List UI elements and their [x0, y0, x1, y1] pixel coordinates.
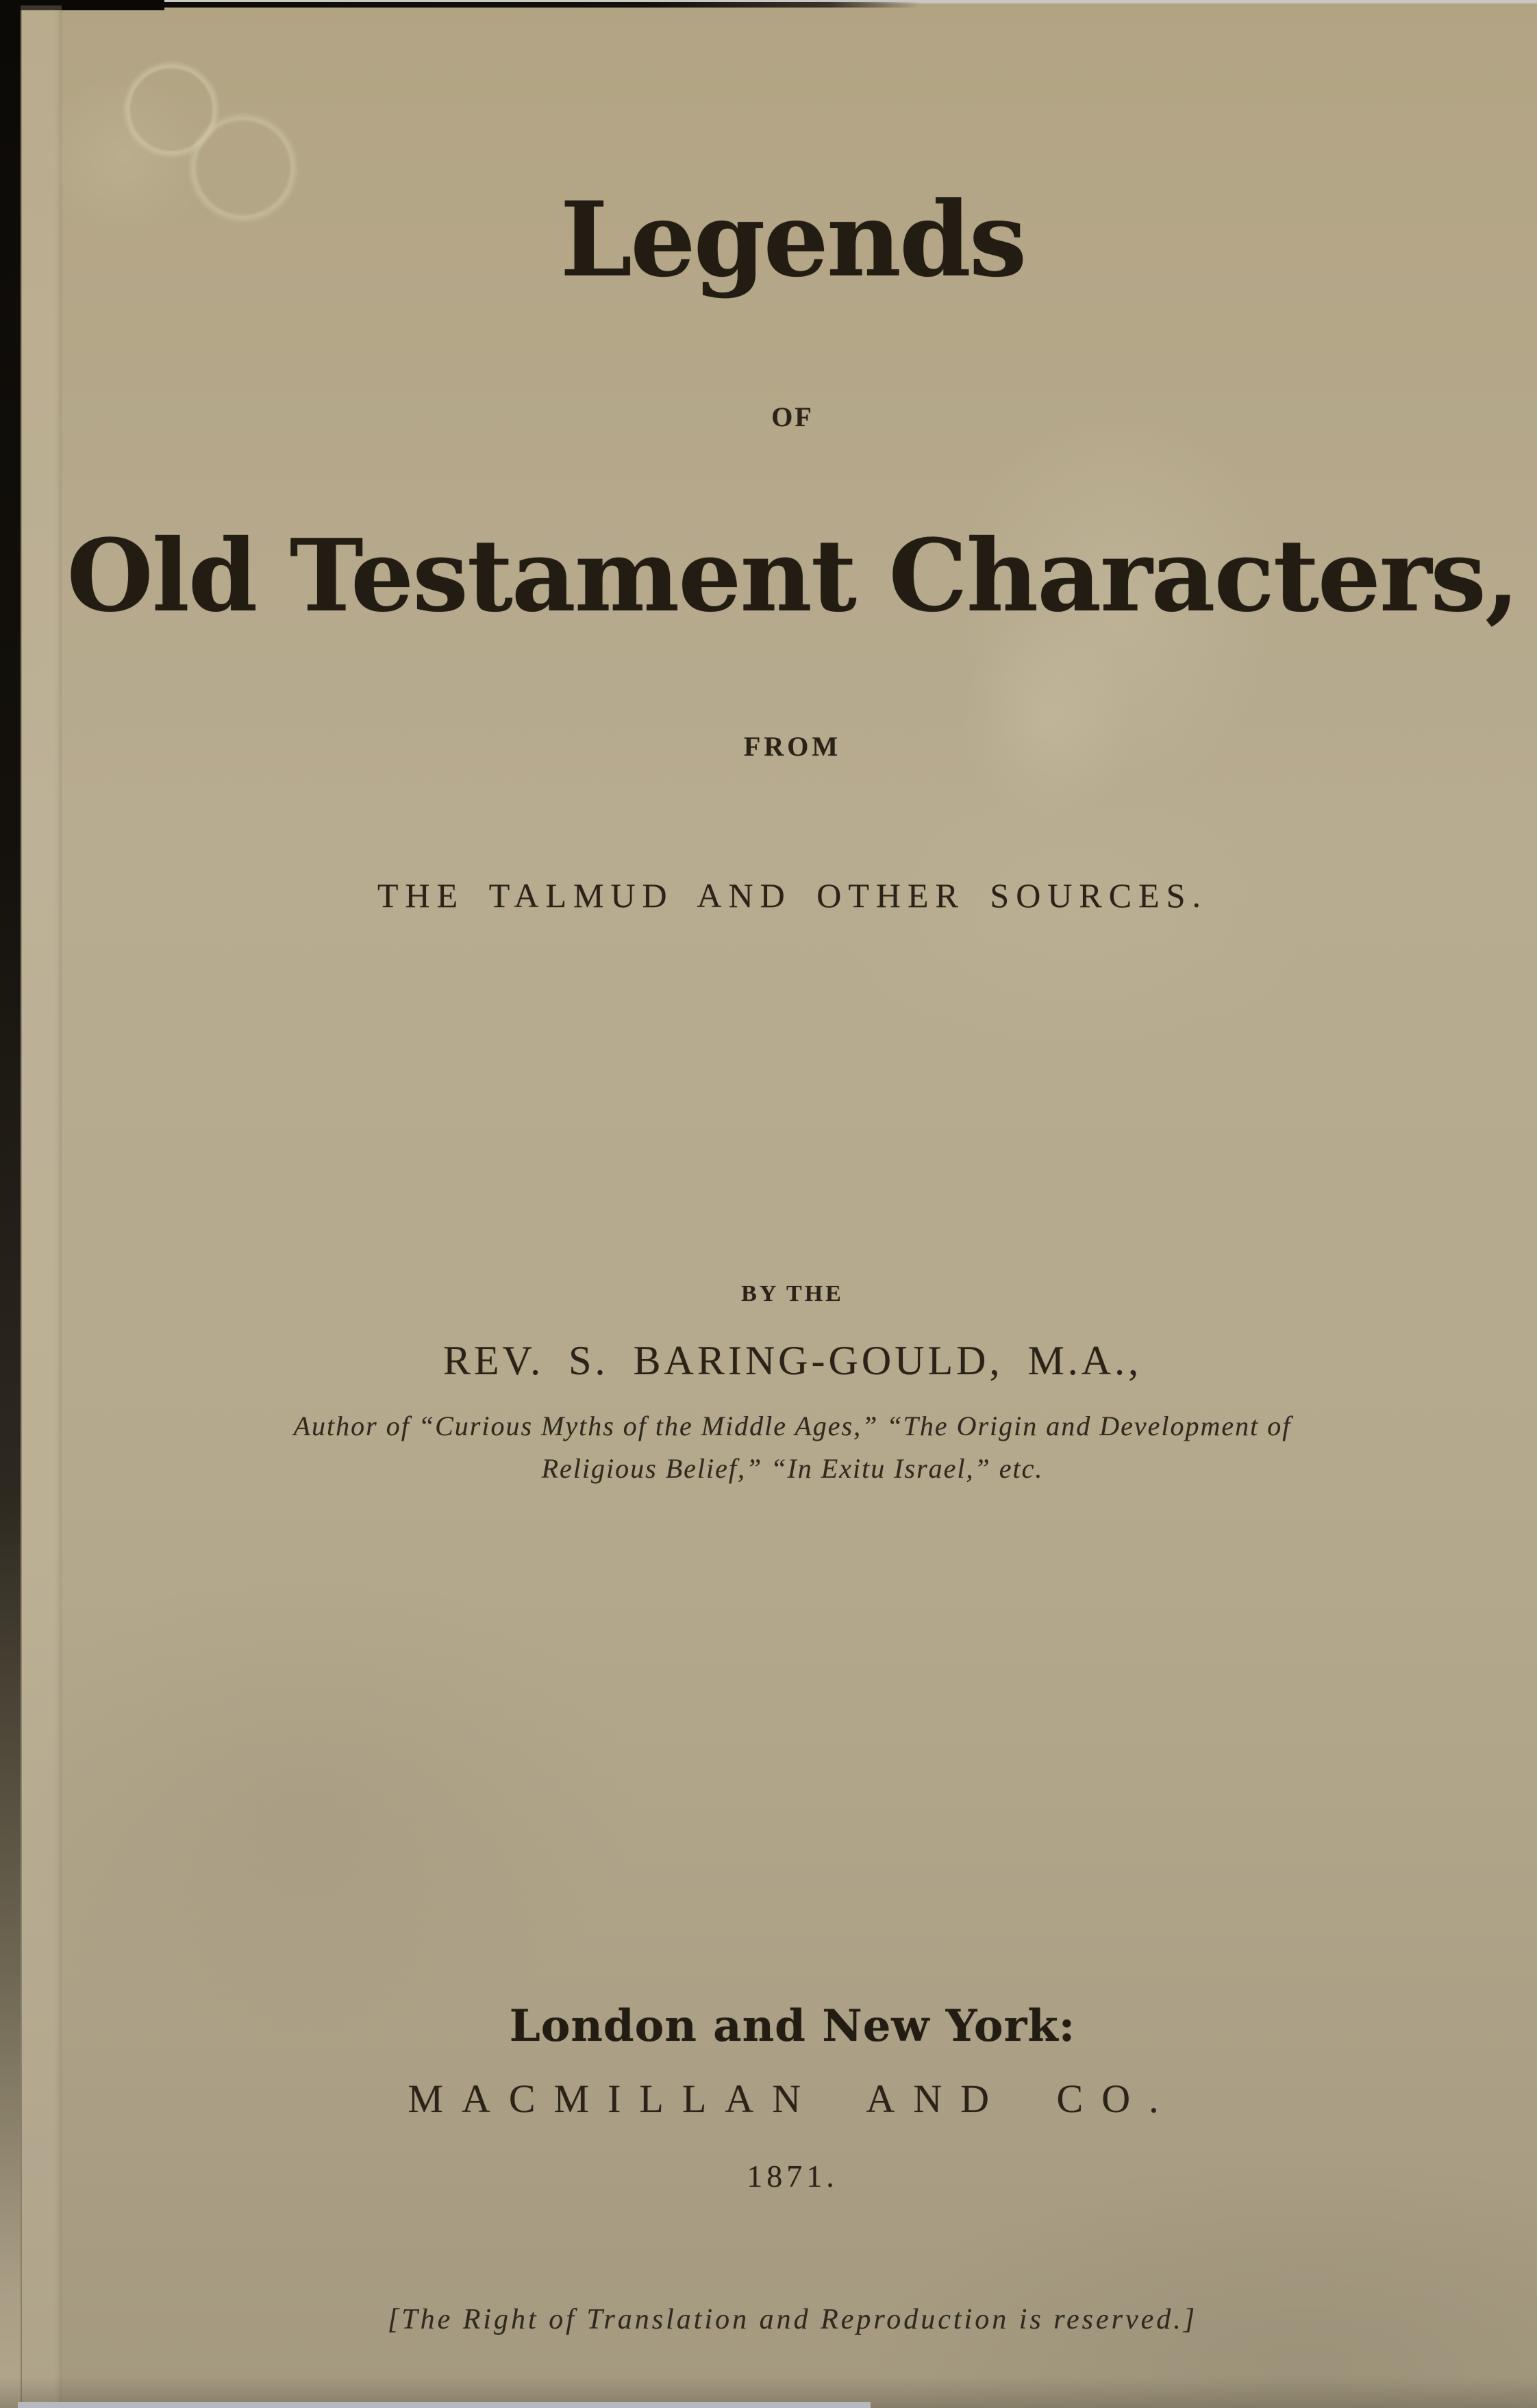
author-name: REV. S. BARING-GOULD, M.A., — [442, 1338, 1142, 1383]
byline-prefix: BY THE — [741, 1281, 844, 1306]
author-credits-line2: Religious Belief,” “In Exitu Israel,” etc. — [541, 1453, 1044, 1484]
subtitle-sources: THE TALMUD AND OTHER SOURCES. — [377, 876, 1208, 915]
from-label: FROM — [743, 731, 842, 762]
of-label: OF — [771, 401, 814, 432]
book-title-line2: Old Testament Characters, — [66, 518, 1519, 634]
book-title-line1: Legends — [560, 179, 1025, 300]
title-page-content — [48, 0, 1537, 2408]
book-spine-shadow — [0, 0, 21, 2408]
publication-year: 1871. — [747, 2159, 838, 2194]
imprint-cities: London and New York: — [509, 2000, 1076, 2052]
author-credits-line1: Author of “Curious Myths of the Middle Ages,” “The Origin and Development of — [293, 1411, 1292, 1441]
rights-notice: [The Right of Translation and Reproduction is reserved.] — [387, 2304, 1198, 2335]
publisher-name: MACMILLAN AND CO. — [408, 2076, 1177, 2121]
